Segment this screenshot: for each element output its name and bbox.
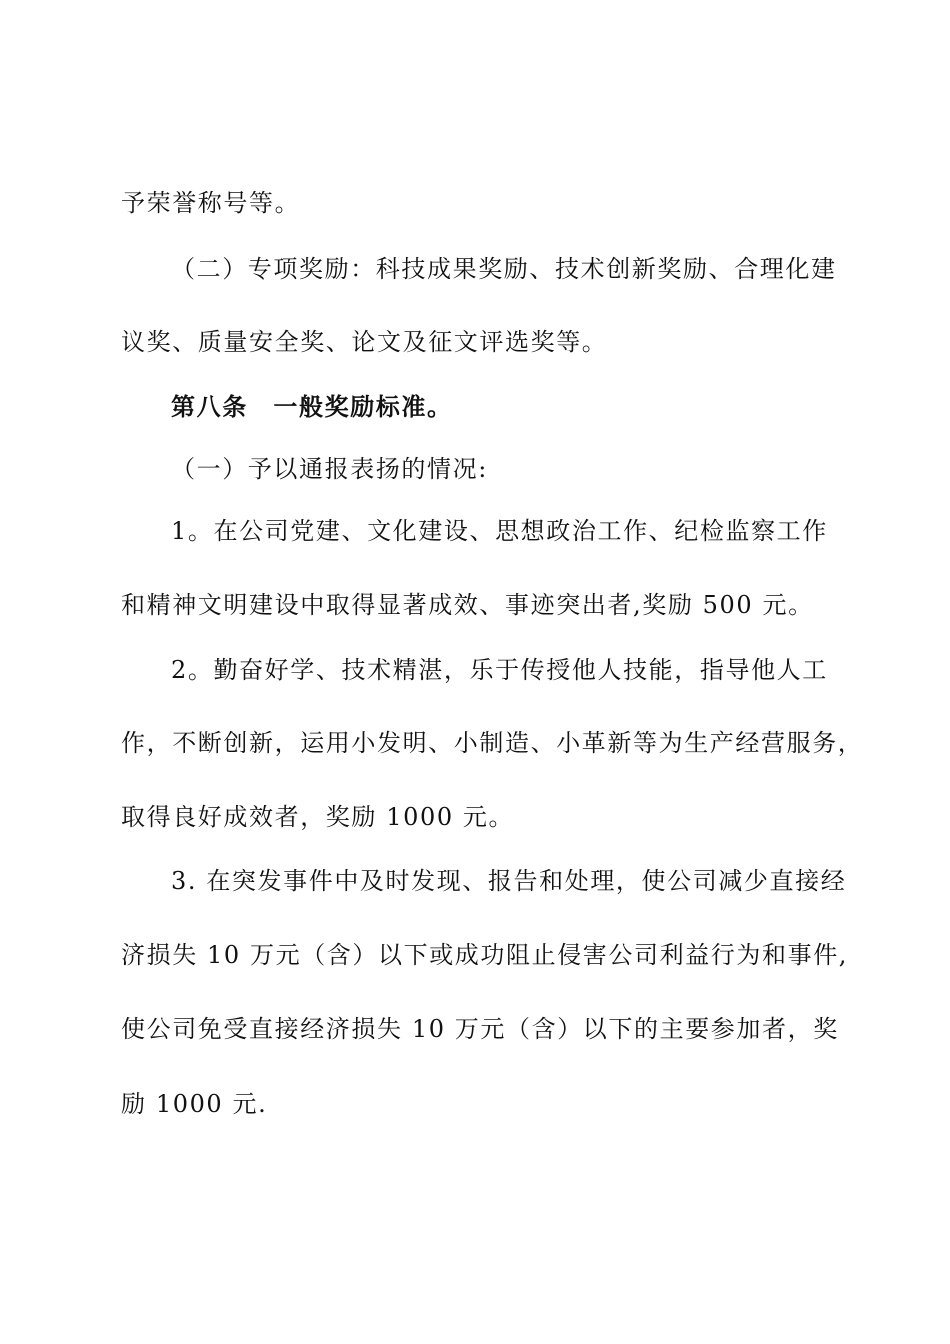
text-line-special-awards-cont: 议奖、质量安全奖、论文及征文评选奖等。 — [121, 328, 608, 356]
text-line-item-3-cont: 济损失 10 万元（含）以下或成功阻止侵害公司利益行为和事件, — [121, 941, 849, 969]
text-line-item-2-cont: 作，不断创新，运用小发明、小制造、小革新等为生产经营服务， — [121, 729, 864, 757]
text-line-section-one: （一）予以通报表扬的情况: — [171, 455, 488, 483]
article-heading: 第八条 一般奖励标准。 — [171, 392, 453, 421]
text-line-continuation: 予荣誉称号等。 — [121, 189, 301, 217]
text-line-item-2-end: 取得良好成效者，奖励 1000 元。 — [121, 803, 515, 831]
text-line-special-awards: （二）专项奖励：科技成果奖励、技术创新奖励、合理化建 — [171, 255, 837, 283]
text-line-item-3-end: 励 1000 元. — [121, 1090, 268, 1118]
text-line-item-3: 3. 在突发事件中及时发现、报告和处理，使公司减少直接经 — [171, 867, 847, 895]
text-line-item-1-cont: 和精神文明建设中取得显著成效、事迹突出者,奖励 500 元。 — [121, 591, 814, 619]
text-line-item-2: 2。勤奋好学、技术精湛，乐于传授他人技能，指导他人工 — [171, 656, 828, 684]
text-line-item-1: 1。在公司党建、文化建设、思想政治工作、纪检监察工作 — [171, 517, 828, 545]
text-line-item-3-cont2: 使公司免受直接经济损失 10 万元（含）以下的主要参加者，奖 — [121, 1015, 839, 1043]
